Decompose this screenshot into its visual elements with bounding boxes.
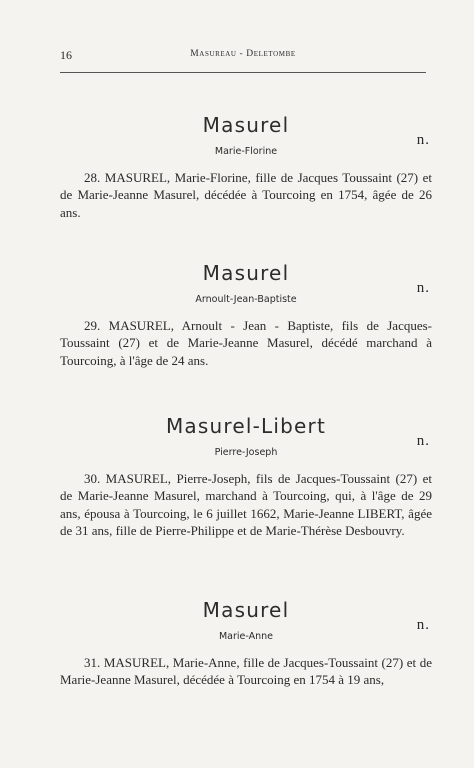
entry-surname: Masurel <box>202 261 290 285</box>
page-number: 16 <box>60 48 72 62</box>
entry-given-name: Marie-Anne <box>218 631 273 642</box>
entry-29 <box>60 260 432 369</box>
entry-surname: Masurel <box>202 598 290 622</box>
entry-marker: n. <box>416 433 430 449</box>
entry-given-name: Pierre-Joseph <box>214 447 278 458</box>
entry-paragraph: 31. MASUREL, Marie-Anne, fille de Jacques-Toussaint (27) et de Marie-Jeanne Masurel, décédée à Tourcoing en 1754 à 19 ans, <box>60 655 432 688</box>
entry-30 <box>60 413 432 539</box>
entry-paragraph: 29. MASUREL, Arnoult - Jean - Baptiste, fils de Jacques-Toussaint (27) et de Marie-Jeanne Masurel, décédé marchand à Tourcoing, à l'âge de 24 ans. <box>60 318 432 368</box>
entry-marker: n. <box>416 280 430 296</box>
page-header <box>60 48 426 66</box>
entry-marker: n. <box>416 132 430 148</box>
entry-28 <box>60 112 432 221</box>
entry-given-name: Arnoult-Jean-Baptiste <box>195 294 297 305</box>
entry-marker: n. <box>416 617 430 633</box>
header-rule <box>60 72 426 73</box>
running-head: Masureau - Deletombe <box>190 49 296 59</box>
entry-paragraph: 30. MASUREL, Pierre-Joseph, fils de Jacques-Toussaint (27) et de Marie-Jeanne Masurel, marchand à Tourcoing, qui, à l'âge de 29 ans, épousa à Tourcoing, le 6 juillet 1662, Marie-Jeanne LIBERT, âgée de 31 ans, fille de Pierre-Philippe et de Marie-Thérèse Desbouvry. <box>60 471 432 538</box>
entry-given-name: Marie-Florine <box>214 146 278 157</box>
entry-paragraph: 28. MASUREL, Marie-Florine, fille de Jacques Toussaint (27) et de Marie-Jeanne Masurel, décédée à Tourcoing en 1754, âgée de 26 ans. <box>60 170 432 220</box>
entry-surname: Masurel-Libert <box>165 414 327 438</box>
entry-surname: Masurel <box>202 113 290 137</box>
entry-31 <box>60 597 432 689</box>
